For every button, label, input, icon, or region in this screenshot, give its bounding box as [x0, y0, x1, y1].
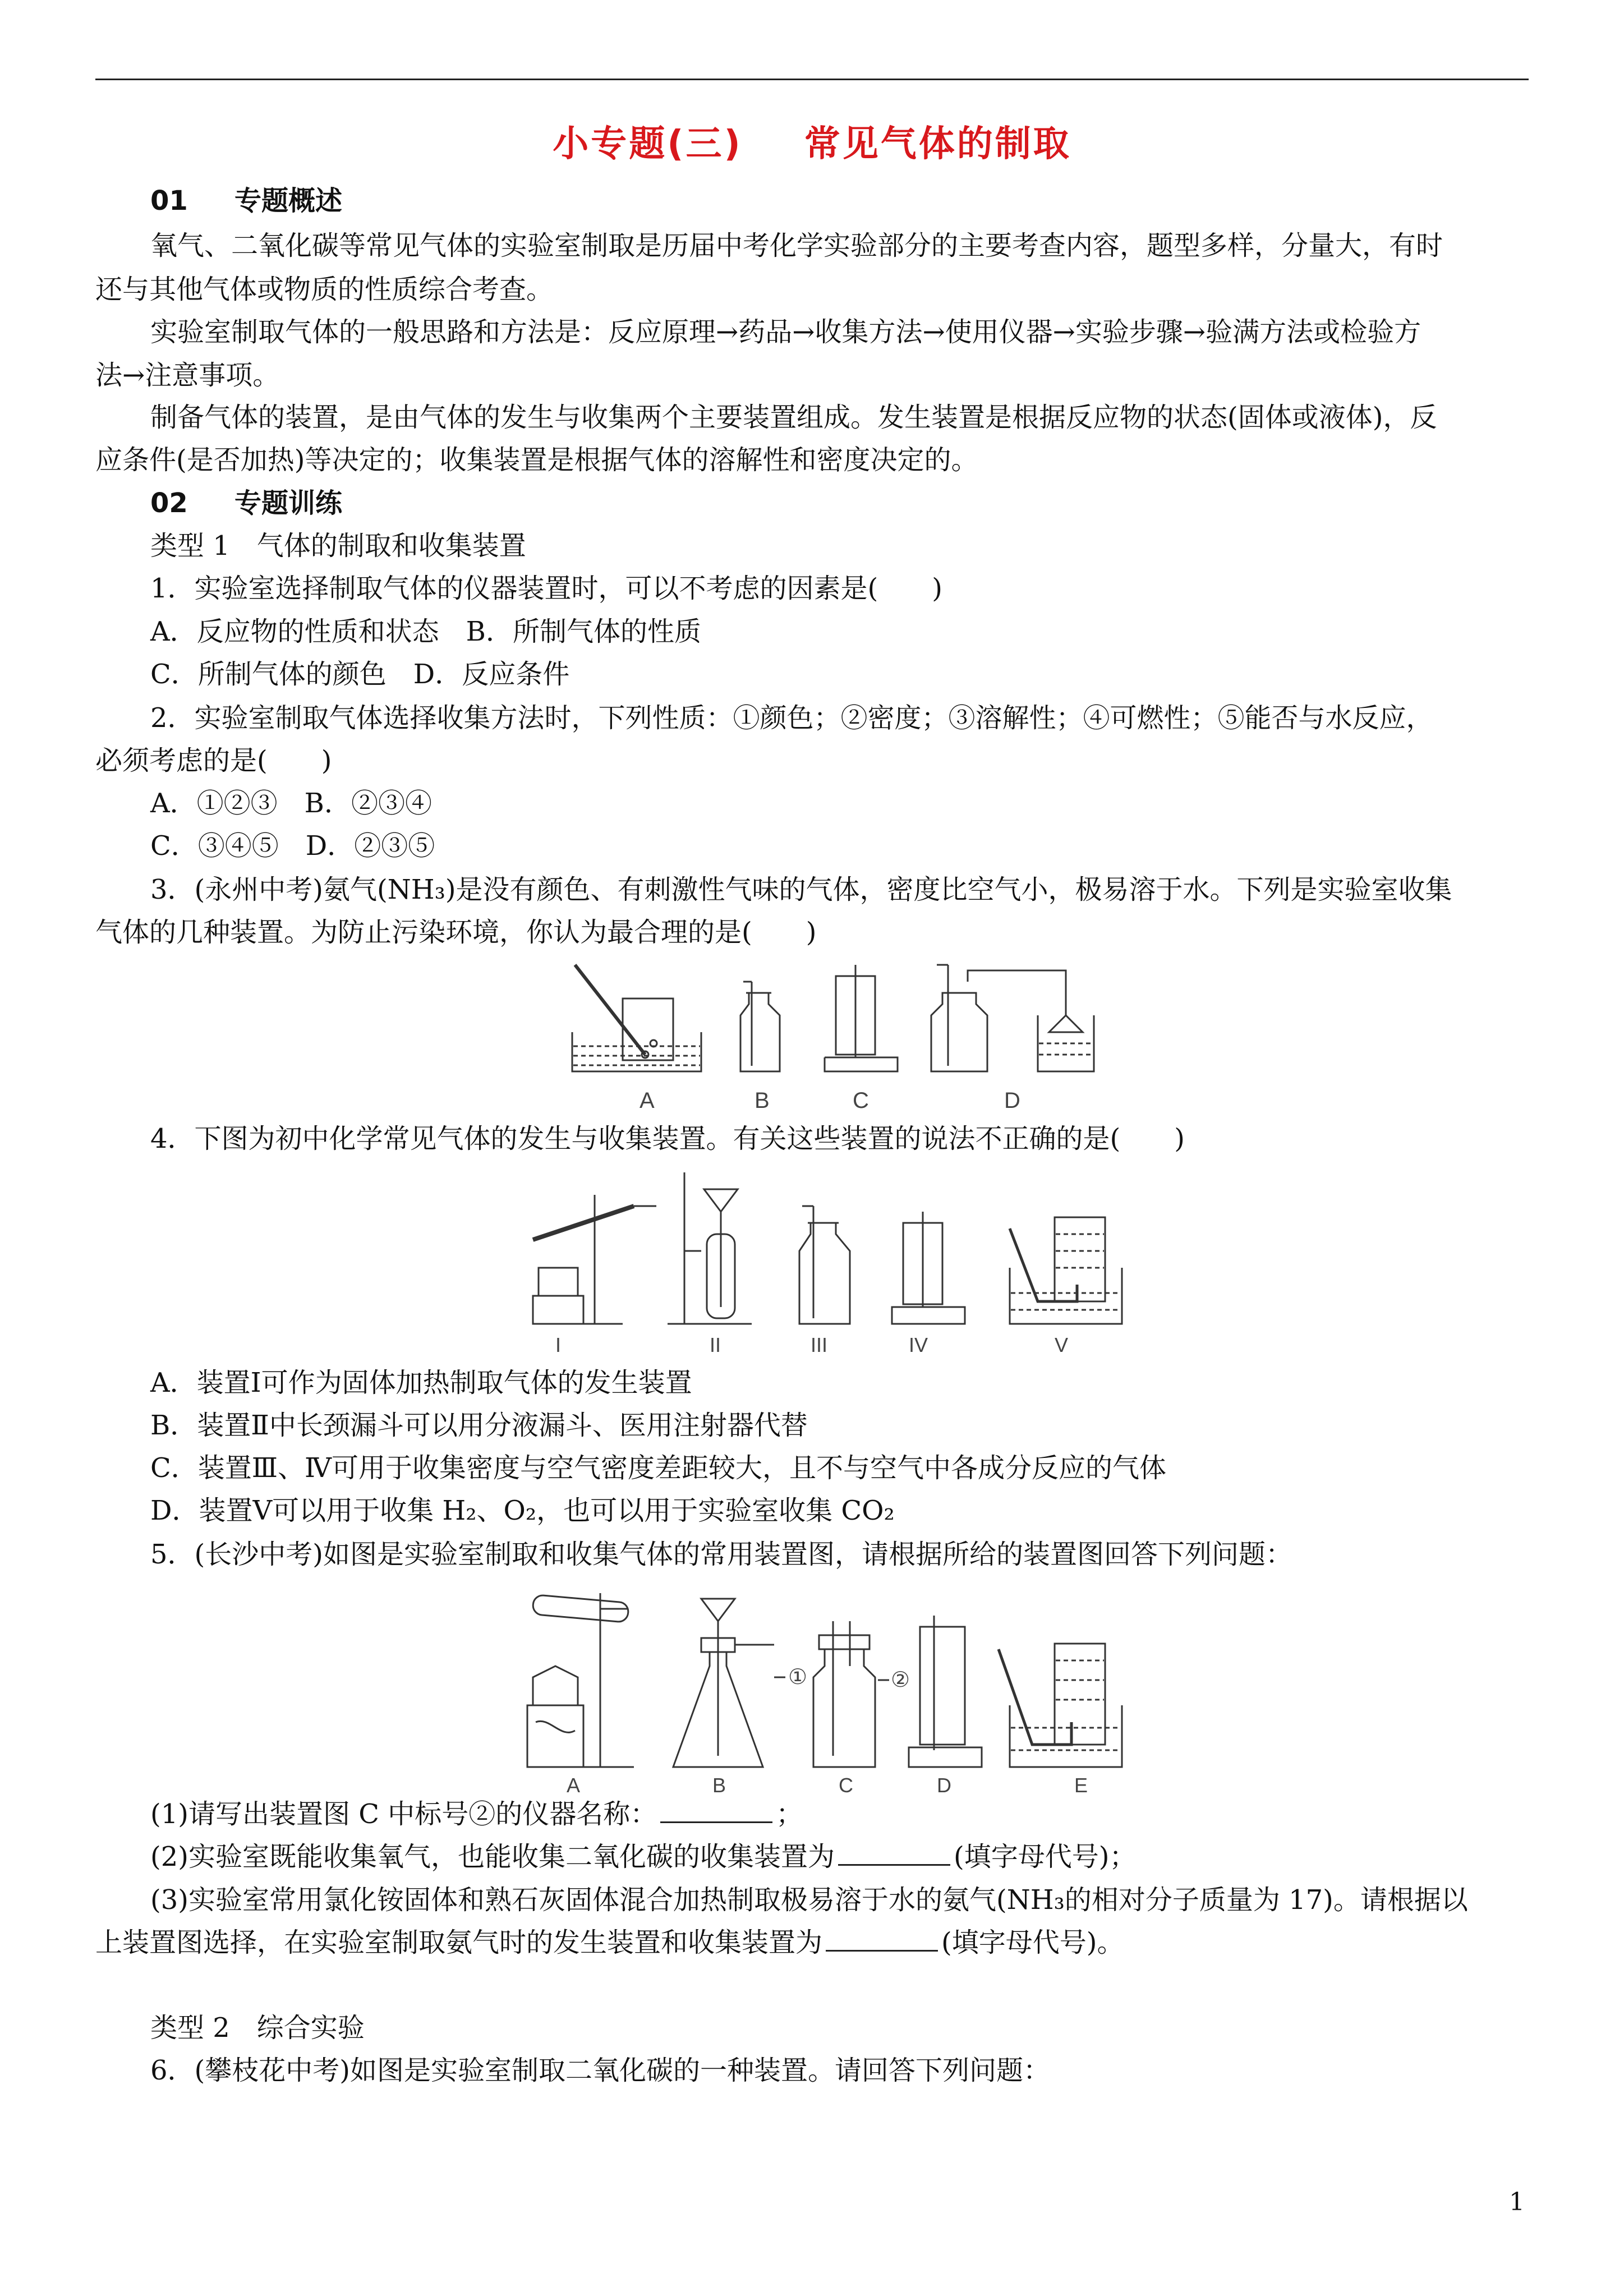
q5-sub3-line1: (3)实验室常用氯化铵固体和熟石灰固体混合加热制取极易溶于水的氨气(NH₃的相对分子质量为 17)。请根据以: [150, 1884, 1468, 1916]
q4-label-iii: III: [811, 1333, 828, 1356]
type2-heading: 类型 2 综合实验: [150, 2012, 365, 2044]
q3-label-c: C: [853, 1088, 869, 1113]
overview-p3-line2: 应条件(是否加热)等决定的；收集装置是根据气体的溶解性和密度决定的。: [95, 444, 978, 476]
overview-p1-line2: 还与其他气体或物质的性质综合考查。: [95, 274, 554, 305]
q5-apparatus-b: [673, 1599, 785, 1767]
q5-label-e: E: [1074, 1774, 1088, 1795]
q4-apparatus-ii: [668, 1172, 752, 1324]
q4-label-iv: IV: [909, 1333, 928, 1356]
q4-apparatus-figure: [516, 1172, 1133, 1358]
q5-sub2: [150, 1840, 1136, 1874]
q5-stem: 5．(长沙中考)如图是实验室制取和收集气体的常用装置图，请根据所给的装置图回答下列问题：: [150, 1539, 1292, 1570]
q1-options-cd: C．所制气体的颜色 D．反应条件: [150, 659, 570, 690]
q2-options-ab: A．①②③ B．②③④: [150, 788, 432, 819]
q5-apparatus-a: [527, 1593, 634, 1767]
page-title: [0, 115, 1624, 167]
section1-heading: [150, 184, 342, 218]
q5-label-c: C: [839, 1774, 853, 1795]
q5-label-d: D: [937, 1774, 951, 1795]
q5-sub1-text: (1)请写出装置图 C 中标号②的仪器名称：: [150, 1798, 657, 1830]
section2-number: 02: [150, 487, 188, 519]
q1-options-ab: A．反应物的性质和状态 B．所制气体的性质: [150, 616, 701, 647]
overview-p1-line1: 氧气、二氧化碳等常见气体的实验室制取是历届中考化学实验部分的主要考查内容，题型多样，分量大，有时: [150, 230, 1443, 261]
q6-stem: 6．(攀枝花中考)如图是实验室制取二氧化碳的一种装置。请回答下列问题：: [150, 2055, 1050, 2086]
q2-stem-line2: 必须考虑的是( ): [95, 745, 332, 776]
q4-option-b: B．装置Ⅱ中长颈漏斗可以用分液漏斗、医用注射器代替: [150, 1410, 808, 1441]
q5-sub2-text: (2)实验室既能收集氧气，也能收集二氧化碳的收集装置为: [150, 1841, 835, 1872]
q3-label-a: A: [640, 1088, 655, 1113]
q1-stem: 1．实验室选择制取气体的仪器装置时，可以不考虑的因素是( ): [150, 573, 942, 604]
q4-apparatus-iii: [799, 1206, 850, 1324]
q5-label-a: A: [567, 1774, 581, 1795]
q4-apparatus-i: [533, 1195, 656, 1324]
q5-sub3-blank[interactable]: [826, 1927, 938, 1952]
q4-option-d: D．装置Ⅴ可以用于收集 H₂、O₂，也可以用于实验室收集 CO₂: [150, 1495, 895, 1526]
header-rule: [95, 79, 1529, 80]
overview-p3-line1: 制备气体的装置，是由气体的发生与收集两个主要装置组成。发生装置是根据反应物的状态(固体或液体)，反: [150, 402, 1437, 433]
section1-title: 专题概述: [234, 185, 343, 217]
q3-label-b: B: [755, 1088, 770, 1113]
q5-mark-1: ①: [788, 1665, 808, 1689]
q5-sub2-blank[interactable]: [838, 1842, 950, 1866]
q3-label-d: D: [1004, 1088, 1020, 1113]
q3-apparatus-c: [825, 965, 898, 1071]
section2-title: 专题训练: [234, 487, 343, 519]
q3-apparatus-figure: [561, 959, 1156, 1116]
q5-sub1-blank[interactable]: [660, 1799, 772, 1823]
q4-apparatus-iv: [892, 1212, 965, 1324]
q4-label-v: V: [1055, 1333, 1069, 1356]
overview-p2-line1: 实验室制取气体的一般思路和方法是：反应原理→药品→收集方法→使用仪器→实验步骤→验满方法或检验方: [150, 316, 1421, 348]
q5-sub3-line2: [95, 1926, 1124, 1959]
q4-label-ii: II: [710, 1333, 721, 1356]
q5-sub3-text: 上装置图选择，在实验室制取氨气时的发生装置和收集装置为: [95, 1927, 823, 1958]
type1-heading: 类型 1 气体的制取和收集装置: [150, 530, 526, 562]
section1-number: 01: [150, 185, 188, 217]
q5-sub2-end: (填字母代号)；: [954, 1841, 1137, 1872]
title-part2: 常见气体的制取: [804, 123, 1071, 165]
title-part1: 小专题(三): [553, 123, 743, 165]
page-number: 1: [1509, 2188, 1525, 2216]
q5-sub3-end: (填字母代号)。: [941, 1927, 1124, 1958]
q5-apparatus-figure: [516, 1582, 1133, 1795]
q5-apparatus-e: [999, 1644, 1122, 1767]
q2-stem-line1: 2．实验室制取气体选择收集方法时，下列性质：①颜色；②密度；③溶解性；④可燃性；⑤能否与水反应，: [150, 702, 1433, 734]
q3-stem-line2: 气体的几种装置。为防止污染环境，你认为最合理的是( ): [95, 917, 817, 948]
q4-option-a: A．装置Ⅰ可作为固体加热制取气体的发生装置: [150, 1367, 692, 1398]
q4-option-c: C．装置Ⅲ、Ⅳ可用于收集密度与空气密度差距较大，且不与空气中各成分反应的气体: [150, 1452, 1166, 1484]
q5-sub1-end: ；: [776, 1798, 803, 1830]
q5-apparatus-c: [813, 1621, 889, 1767]
q3-apparatus-d: [931, 965, 1094, 1071]
q2-options-cd: C．③④⑤ D．②③⑤: [150, 830, 435, 862]
section2-heading: [150, 486, 342, 520]
q3-apparatus-a: [572, 965, 701, 1071]
q3-stem-line1: 3．(永州中考)氨气(NH₃)是没有颜色、有刺激性气味的气体，密度比空气小，极易溶于水。下列是实验室收集: [150, 874, 1452, 905]
q4-apparatus-v: [1010, 1217, 1122, 1324]
overview-p2-line2: 法→注意事项。: [95, 360, 280, 391]
q5-label-b: B: [712, 1774, 726, 1795]
q4-label-i: I: [555, 1333, 562, 1356]
q4-stem: 4．下图为初中化学常见气体的发生与收集装置。有关这些装置的说法不正确的是( ): [150, 1123, 1185, 1154]
q5-apparatus-d: [909, 1616, 982, 1767]
q3-apparatus-b: [740, 982, 780, 1071]
q5-sub1: [150, 1797, 803, 1831]
q5-mark-2: ②: [891, 1668, 910, 1692]
